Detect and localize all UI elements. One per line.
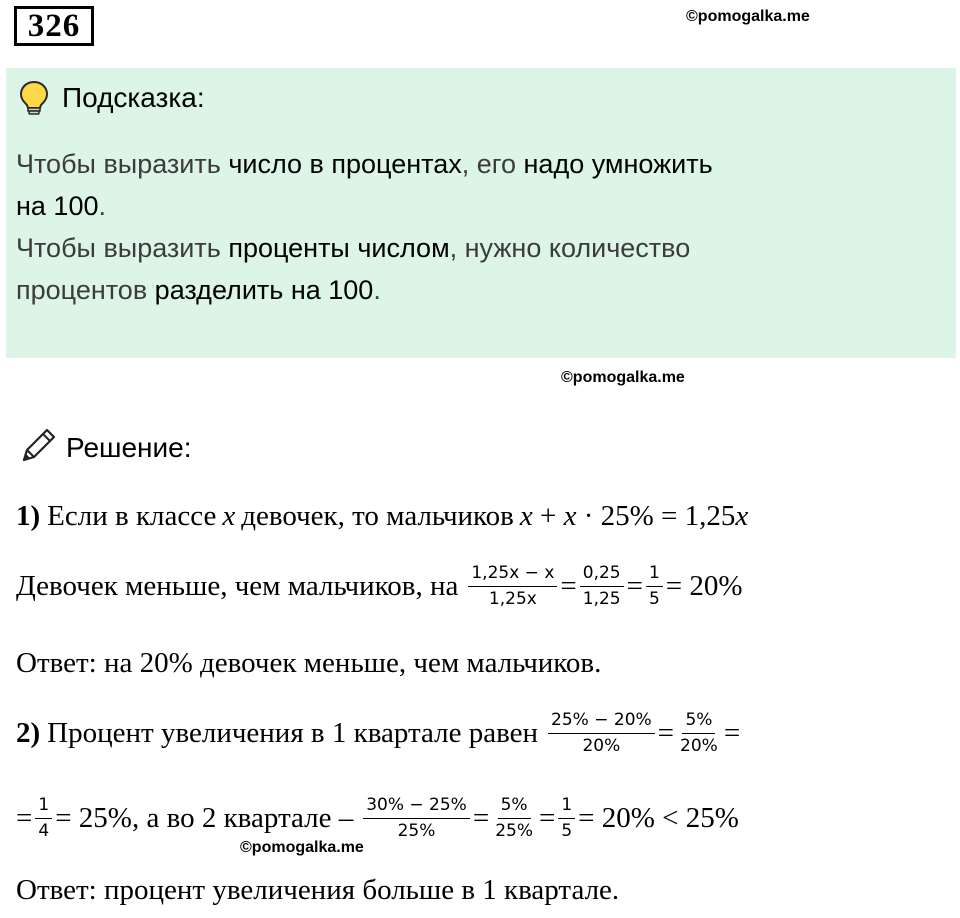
equals: = xyxy=(538,801,556,834)
watermark-top: ©pomogalka.me xyxy=(686,8,810,25)
watermark-bottom: ©pomogalka.me xyxy=(240,839,364,856)
task-number: 326 xyxy=(14,6,94,46)
equals: = xyxy=(472,801,490,834)
watermark-middle: ©pomogalka.me xyxy=(561,369,685,386)
expr-plus: + xyxy=(532,499,564,532)
fraction-2: $\frac{0,25}{1,25}$ xyxy=(580,564,624,609)
expr-x-1: x xyxy=(519,499,533,532)
equals: = xyxy=(657,716,675,749)
hint-line-1: Чтобы выразить число в процентах, его надо умножить xyxy=(16,149,713,179)
solution-title: Решение: xyxy=(66,432,192,463)
solution-line-4 xyxy=(16,790,739,846)
hint-title: Подсказка: xyxy=(62,82,205,113)
part-1-label: 1) xyxy=(16,499,41,532)
hint-line-3: Чтобы выразить проценты числом, нужно количество xyxy=(16,233,691,263)
var-x: x xyxy=(222,499,236,532)
hint-line-2: на 100. xyxy=(16,191,106,221)
fraction-4: $\frac{25\% - 20\%}{20\%}$ xyxy=(548,711,655,756)
line-2-text: Девочек меньше, чем мальчиков, на xyxy=(16,569,459,602)
fraction-1: $\frac{1,25x - x}{1,25x}$ xyxy=(468,564,557,609)
hint-text xyxy=(16,143,713,311)
line-4-start: = xyxy=(16,801,33,834)
fraction-5: $\frac{5\%}{20\%}$ xyxy=(680,709,718,756)
fraction-8: $\frac{5\%}{25\%}$ xyxy=(495,794,533,841)
line-4-result: = 20% < 25% xyxy=(578,801,739,834)
expr-x-3: x xyxy=(735,499,749,532)
fraction-6: $\frac{1}{4}$ xyxy=(35,796,52,841)
part-1-text-2: девочек, то мальчиков xyxy=(241,499,514,532)
fraction-3: $\frac{1}{5}$ xyxy=(646,564,663,609)
equals: = xyxy=(723,716,741,749)
answer-2: Ответ: процент увеличения больше в 1 квартале. xyxy=(16,873,620,906)
part-2-text: Процент увеличения в 1 квартале равен xyxy=(47,716,539,749)
part-2-label: 2) xyxy=(16,716,41,749)
equals: = xyxy=(626,569,643,602)
hint-line-4: процентов разделить на 100. xyxy=(16,275,381,305)
solution-line-2 xyxy=(16,558,743,614)
fraction-7: $\frac{30\% - 25\%}{25\%}$ xyxy=(363,796,470,841)
pencil-icon xyxy=(18,426,58,466)
lightbulb-icon xyxy=(18,80,50,116)
expr-result: · 25% = 1,25 xyxy=(576,499,736,532)
line-4-text: = 25%, а во 2 квартале – xyxy=(55,801,354,834)
fraction-9: $\frac{1}{5}$ xyxy=(558,796,575,841)
expr-x-2: x xyxy=(563,499,577,532)
solution-line-1 xyxy=(16,488,748,544)
answer-1: Ответ: на 20% девочек меньше, чем мальчиков. xyxy=(16,646,602,679)
solution-line-3 xyxy=(16,705,740,761)
equals: = xyxy=(560,569,577,602)
part-1-text: Если в классе xyxy=(47,499,217,532)
line-2-result: = 20% xyxy=(665,569,743,602)
